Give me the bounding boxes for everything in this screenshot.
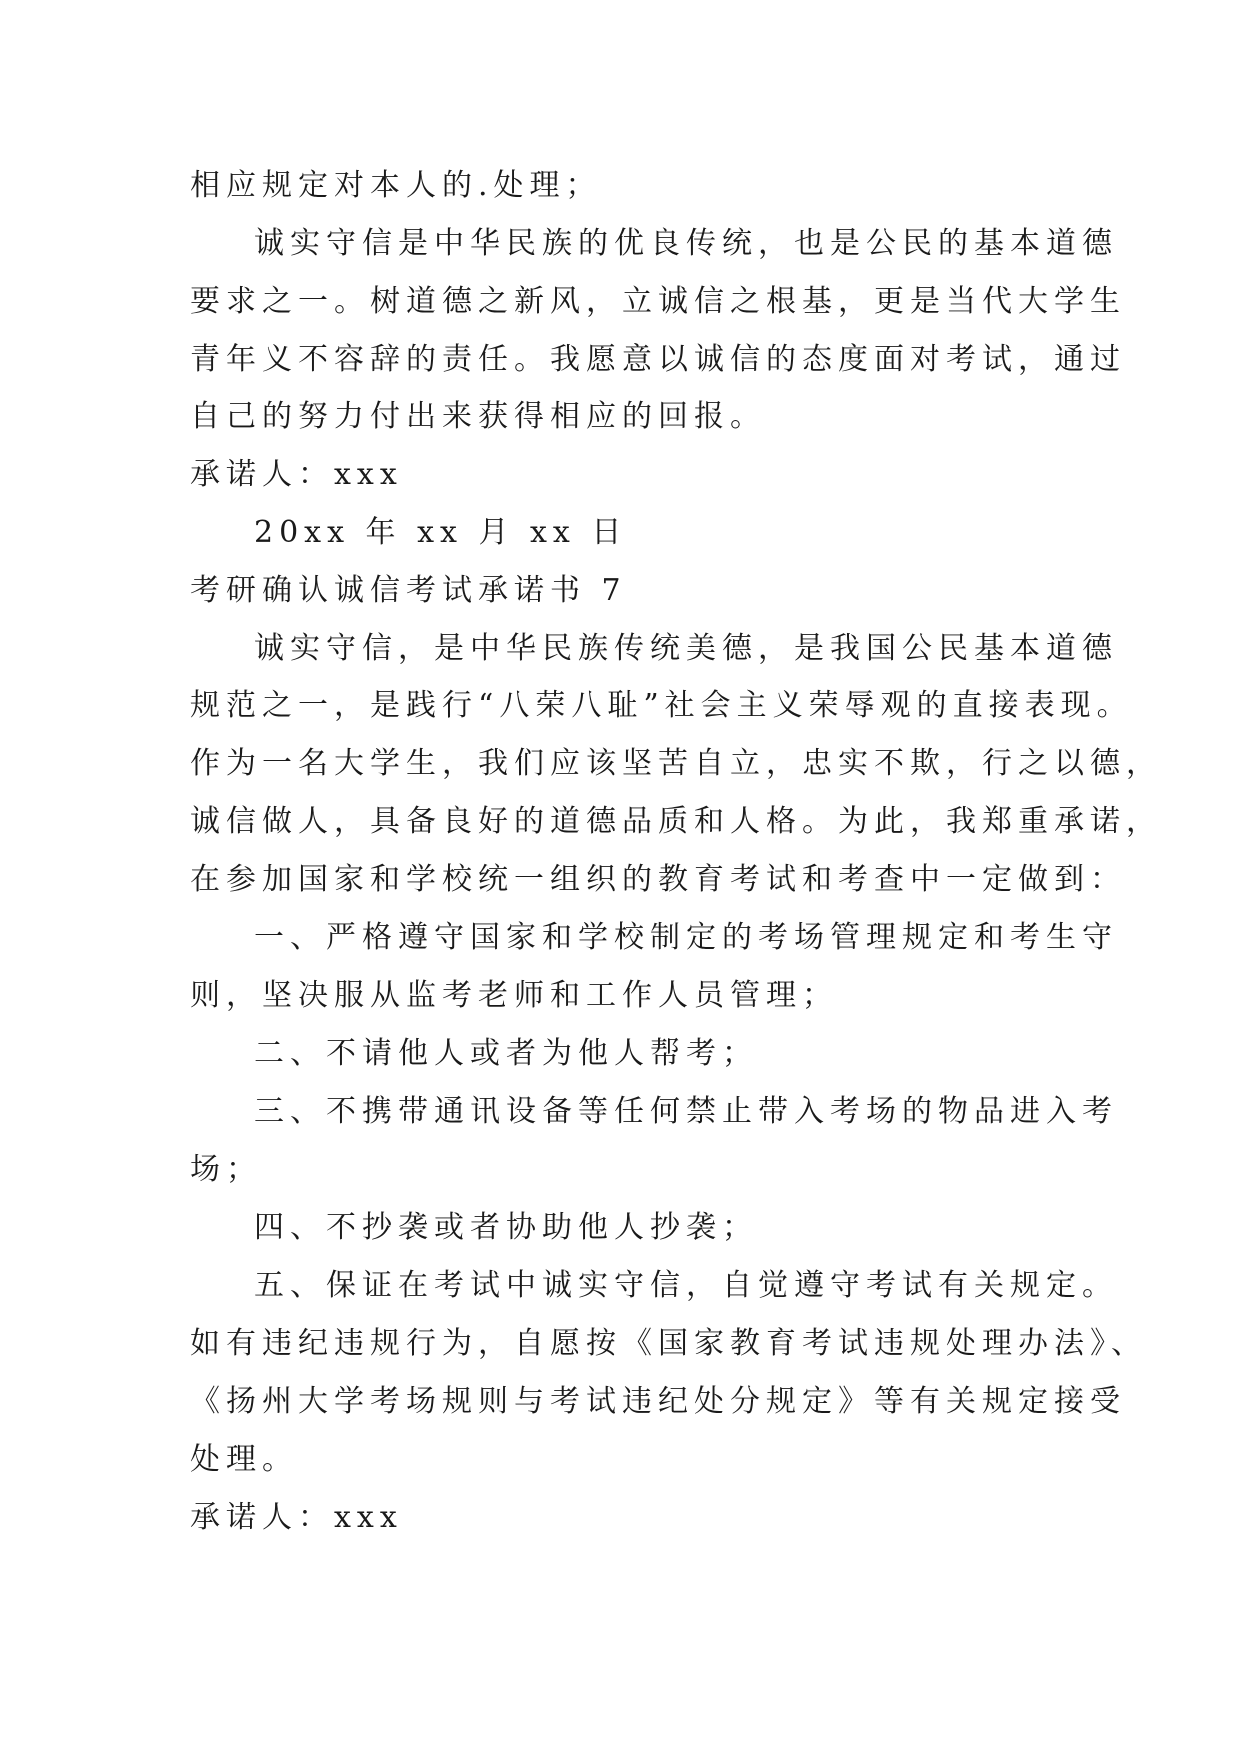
list-item-line: 如有违纪违规行为，自愿按《国家教育考试违规处理办法》、 (190, 1326, 1147, 1361)
paragraph-line: 要求之一。树道德之新风，立诚信之根基，更是当代大学生 (190, 284, 1126, 319)
list-item-line: 则，坚决服从监考老师和工作人员管理； (190, 978, 838, 1013)
list-item-line: 《扬州大学考场规则与考试违纪处分规定》等有关规定接受 (190, 1384, 1126, 1419)
section-title: 考研确认诚信考试承诺书 7 (190, 573, 627, 608)
list-item-line: 三、不携带通讯设备等任何禁止带入考场的物品进入考 (254, 1094, 1118, 1129)
list-item-line: 四、不抄袭或者协助他人抄袭； (254, 1210, 758, 1245)
list-item-line: 处理。 (190, 1442, 298, 1477)
paragraph-line: 诚信做人，具备良好的道德品质和人格。为此，我郑重承诺， (190, 804, 1162, 839)
paragraph-line: 在参加国家和学校统一组织的教育考试和考查中一定做到： (190, 862, 1126, 897)
list-item-line: 二、不请他人或者为他人帮考； (254, 1036, 758, 1071)
signatory-line: 承诺人：xxx (190, 1500, 403, 1535)
list-item-line: 一、严格遵守国家和学校制定的考场管理规定和考生守 (254, 920, 1118, 955)
date-line: 20xx 年 xx 月 xx 日 (254, 515, 628, 550)
paragraph-line: 诚实守信，是中华民族传统美德，是我国公民基本道德 (254, 631, 1118, 666)
paragraph-line: 规范之一，是践行“八荣八耻”社会主义荣辱观的直接表现。 (190, 688, 1133, 723)
signatory-line: 承诺人：xxx (190, 457, 403, 492)
paragraph-line: 自己的努力付出来获得相应的回报。 (190, 399, 766, 434)
paragraph-line: 相应规定对本人的.处理； (190, 168, 602, 203)
paragraph-line: 诚实守信是中华民族的优良传统，也是公民的基本道德 (254, 226, 1118, 261)
list-item-line: 场； (190, 1152, 262, 1187)
paragraph-line: 青年义不容辞的责任。我愿意以诚信的态度面对考试，通过 (190, 342, 1126, 377)
paragraph-line: 作为一名大学生，我们应该坚苦自立，忠实不欺，行之以德， (190, 746, 1162, 781)
list-item-line: 五、保证在考试中诚实守信，自觉遵守考试有关规定。 (254, 1268, 1118, 1303)
